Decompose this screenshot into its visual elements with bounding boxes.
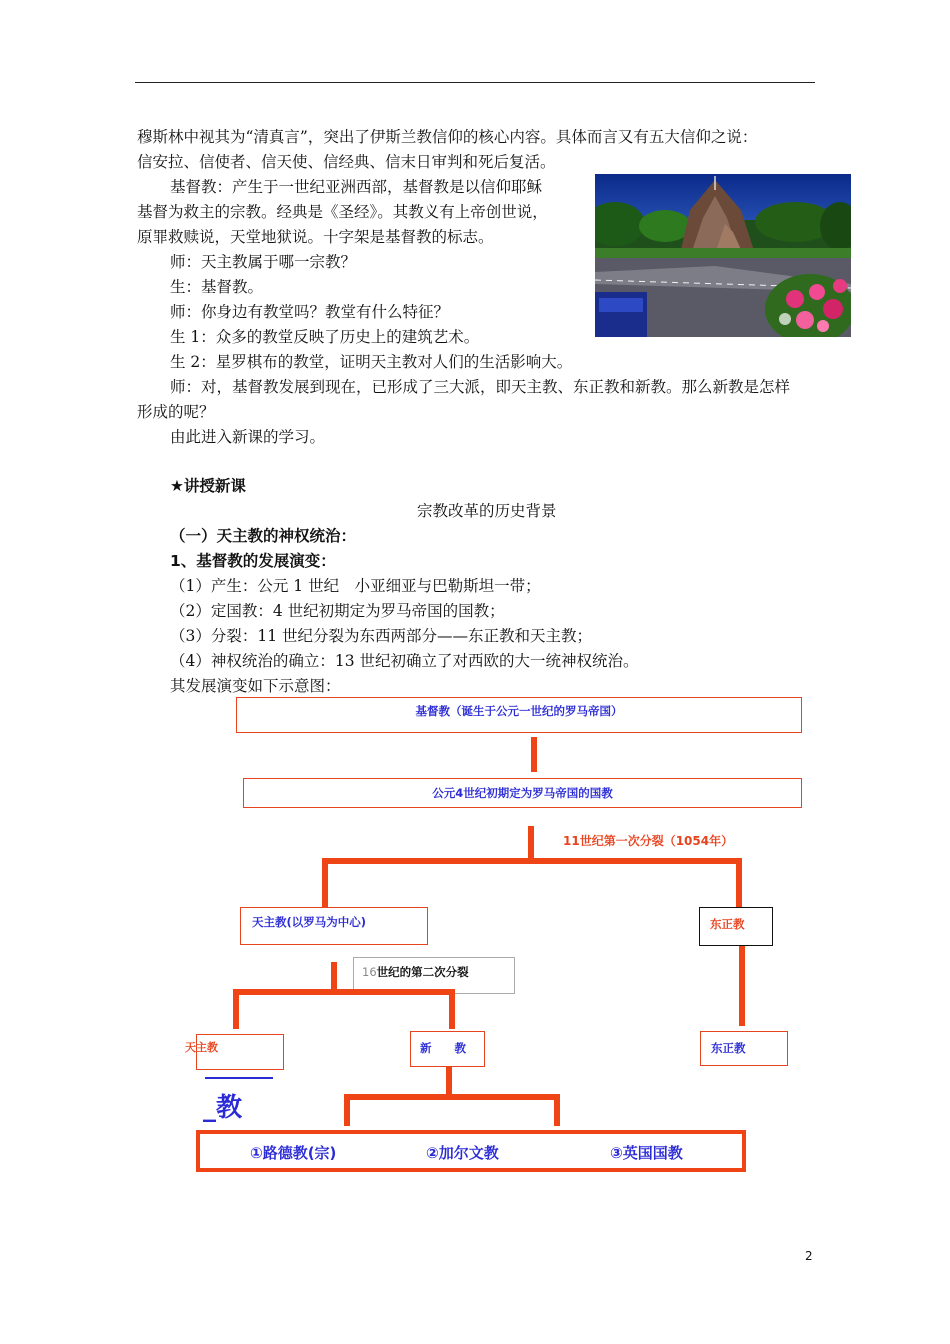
box-catholic-rome — [240, 907, 428, 945]
connector-horizontal — [322, 858, 742, 864]
list-item: （2）定国教：4 世纪初期定为罗马帝国的国教； — [170, 602, 505, 620]
box-label: 公元4世纪初期定为罗马帝国的国教 — [432, 786, 613, 800]
fill-in-blank-suffix: _教 — [203, 1093, 243, 1123]
dialogue-line: 生 2：星罗棋布的教堂，证明天主教对人们的生活影响大。 — [170, 353, 573, 371]
box-label: 世纪的第二次分裂 — [376, 965, 469, 979]
dialogue-line: 生：基督教。 — [170, 278, 264, 296]
box-label: 天主教 — [185, 1041, 218, 1054]
connector — [322, 858, 328, 908]
label-16: 16 — [362, 965, 377, 979]
connector — [449, 989, 455, 1029]
paragraph-islam-line2: 信安拉、信使者、信天使、信经典、信末日审判和死后复活。 — [137, 153, 556, 171]
box-protestant-branches — [196, 1130, 746, 1172]
connector — [554, 1094, 560, 1126]
list-item: （4）神权统治的确立：13 世纪初确立了对西欧的大一统神权统治。 — [170, 652, 639, 670]
box-state-religion — [243, 778, 802, 808]
paragraph-christianity-line1: 基督教：产生于一世纪亚洲西部，基督教是以信仰耶稣 — [170, 178, 543, 196]
box-label: 新 教 — [420, 1041, 466, 1055]
paragraph-christianity-line2: 基督为救主的宗教。经典是《圣经》。其教义有上帝创世说， — [137, 203, 548, 221]
connector — [739, 946, 745, 1026]
label-first-schism: 11世纪第一次分裂（1054年） — [563, 834, 734, 848]
dialogue-line: 师：对，基督教发展到现在，已形成了三大派，即天主教、东正教和新教。那么新教是怎样 — [170, 378, 791, 396]
section-heading: ★讲授新课 — [170, 477, 246, 495]
connector — [446, 1067, 452, 1097]
box-protestant — [410, 1031, 485, 1067]
connector-horizontal — [344, 1094, 560, 1100]
box-catholic-second — [185, 1034, 284, 1070]
church-photo — [595, 174, 851, 337]
branch-lutheran: ①路德教(宗) — [250, 1144, 337, 1162]
diagram-intro: 其发展演变如下示意图： — [170, 677, 341, 695]
box-label: 天主教(以罗马为中心) — [252, 915, 367, 929]
box-label: 基督教（诞生于公元一世纪的罗马帝国） — [415, 704, 623, 718]
fill-in-blank-line — [205, 1077, 273, 1079]
list-item: （1）产生：公元 1 世纪 小亚细亚与巴勒斯坦一带； — [170, 577, 541, 595]
dialogue-line: 生 1：众多的教堂反映了历史上的建筑艺术。 — [170, 328, 480, 346]
box-orthodox-second — [700, 1031, 788, 1066]
box-label: 东正教 — [710, 917, 745, 931]
dialogue-line: 师：天主教属于哪一宗教？ — [170, 253, 357, 271]
list-item: （3）分裂：11 世纪分裂为东西两部分——东正教和天主教； — [170, 627, 593, 645]
branch-anglican: ③英国国教 — [610, 1144, 683, 1162]
connector — [344, 1094, 350, 1126]
header-rule — [135, 82, 815, 83]
transition-line: 由此进入新课的学习。 — [170, 428, 326, 446]
subheading-evolution: 1、基督教的发展演变： — [170, 552, 336, 570]
dialogue-line: 师：你身边有教堂吗？教堂有什么特征？ — [170, 303, 450, 321]
page-number: 2 — [805, 1249, 813, 1263]
connector — [233, 989, 239, 1029]
box-christianity-origin — [236, 697, 802, 733]
paragraph-christianity-line3: 原罪救赎说，天堂地狱说。十字架是基督教的标志。 — [137, 228, 494, 246]
box-label: 东正教 — [711, 1041, 746, 1055]
section-title: 宗教改革的历史背景 — [417, 502, 557, 520]
connector — [331, 962, 337, 990]
branch-calvinist: ②加尔文教 — [426, 1144, 499, 1162]
dialogue-line: 形成的呢？ — [137, 403, 215, 421]
connector — [736, 858, 742, 908]
connector — [531, 737, 537, 772]
paragraph-islam-line1: 穆斯林中视其为“清真言”，突出了伊斯兰教信仰的核心内容。具体而言又有五大信仰之说： — [137, 128, 758, 146]
subheading-catholic-theocracy: （一）天主教的神权统治： — [170, 527, 357, 545]
box-orthodox-first — [699, 907, 773, 946]
connector-horizontal — [233, 989, 455, 995]
